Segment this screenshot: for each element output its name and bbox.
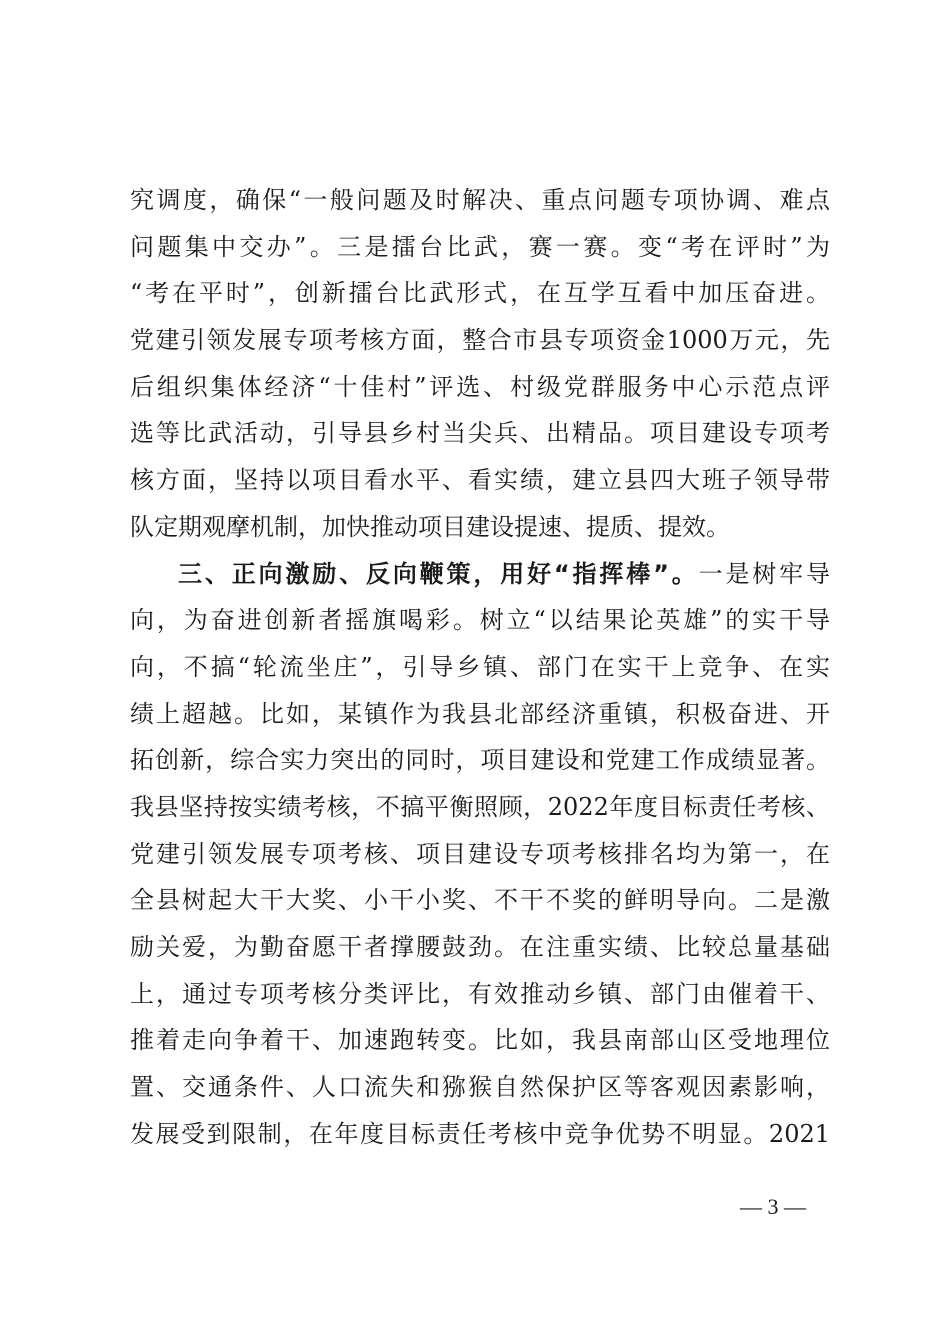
- text-line: 励关爱，为勤奋愿干者撑腰鼓劲。在注重实绩、比较总量基础: [130, 933, 830, 961]
- text-line: 发展受到限制，在年度目标责任考核中竞争优势不明显。2021: [130, 1119, 830, 1148]
- text-line: 全县树起大干大奖、小干小奖、不干不奖的鲜明导向。二是激: [130, 886, 830, 915]
- body-text: [130, 177, 830, 1157]
- text-line: 置、交通条件、人口流失和猕猴自然保护区等客观因素影响，: [130, 1073, 830, 1102]
- text-line: 核方面，坚持以项目看水平、看实绩，建立县四大班子领导带: [130, 466, 830, 495]
- text-line: 党建引领发展专项考核、项目建设专项考核排名均为第一，在: [130, 839, 830, 868]
- section-heading-line: [130, 551, 830, 598]
- section-heading: 三、正向激励、反向鞭策，用好“指挥棒”。: [178, 559, 699, 588]
- text-line: 究调度，确保“一般问题及时解决、重点问题专项协调、难点: [130, 186, 830, 214]
- text-line: 向，不搞“轮流坐庄”，引导乡镇、部门在实干上竞争、在实: [130, 652, 830, 681]
- text-line: 队定期观摩机制，加快推动项目建设提速、提质、提效。: [130, 512, 730, 541]
- text-line: 选等比武活动，引导县乡村当尖兵、出精品。项目建设专项考: [130, 419, 830, 448]
- text-fragment: 一是树牢导: [698, 559, 831, 588]
- text-line: 后组织集体经济“十佳村”评选、村级党群服务中心示范点评: [130, 372, 830, 401]
- page-number: — 3 —: [740, 1194, 806, 1219]
- text-line: 拓创新，综合实力突出的同时，项目建设和党建工作成绩显著。: [130, 746, 830, 775]
- text-line: 上，通过专项考核分类评比，有效推动乡镇、部门由催着干、: [130, 979, 830, 1008]
- text-line: 向，为奋进创新者摇旗喝彩。树立“以结果论英雄”的实干导: [130, 606, 830, 635]
- text-line: 绩上超越。比如，某镇作为我县北部经济重镇，积极奋进、开: [130, 699, 830, 728]
- text-line: 我县坚持按实绩考核，不搞平衡照顾，2022年度目标责任考核、: [130, 792, 830, 821]
- text-line: “考在平时”，创新擂台比武形式，在互学互看中加压奋进。: [130, 279, 830, 308]
- text-line: 推着走向争着干、加速跑转变。比如，我县南部山区受地理位: [130, 1026, 830, 1055]
- text-line: 党建引领发展专项考核方面，整合市县专项资金1000万元，先: [130, 326, 830, 355]
- text-line: 问题集中交办”。三是擂台比武，赛一赛。变“考在评时”为: [130, 232, 830, 261]
